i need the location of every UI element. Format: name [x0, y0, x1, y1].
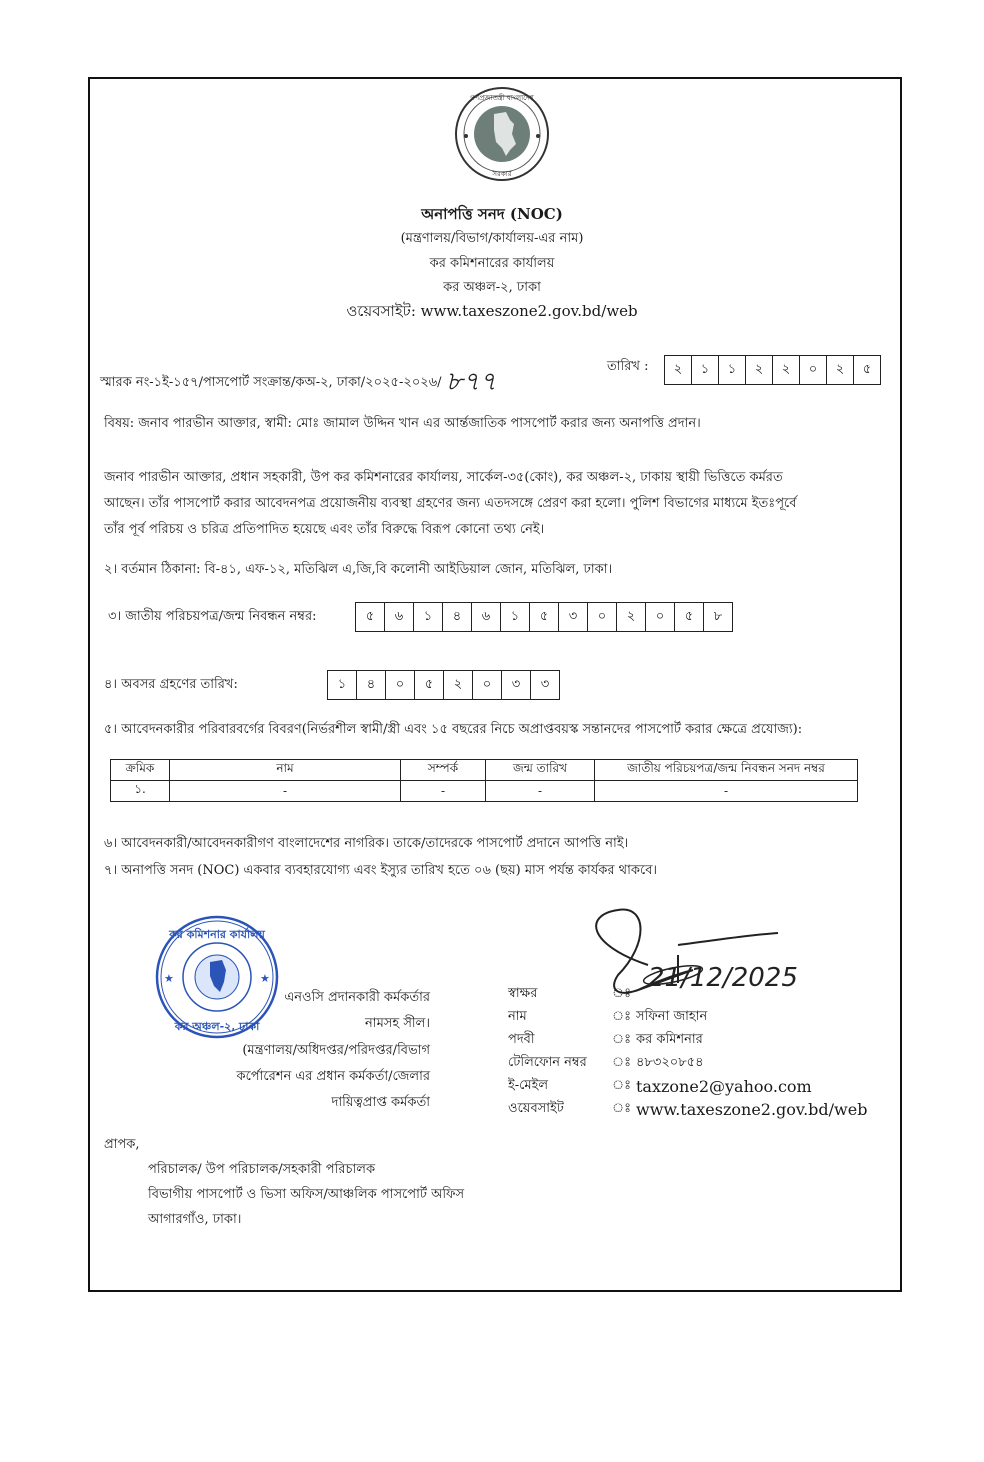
body-line: আছেন। তাঁর পাসপোর্ট করার আবেদনপত্র প্রয়োজনীয় ব্যবস্থা গ্রহণের জন্য এতদসঙ্গে প্রেরণ করা হলো। পুলিশ বিভাগের মাধ্যমে ইতঃপূর্বে	[104, 496, 797, 511]
retirement-date-digit: ৪	[357, 671, 386, 699]
citizenship-statement: ৬। আবেদনকারী/আবেদনকারীগণ বাংলাদেশের নাগরিক। তাকে/তাদেরকে পাসপোর্ট প্রদানে আপত্তি নাই।	[104, 836, 629, 851]
retirement-date-digit: ৩	[540, 677, 550, 692]
col-dob: জন্ম তারিখ	[486, 760, 595, 781]
seal-instructions	[250, 985, 430, 1037]
svg-text:গণপ্রজাতন্ত্রী বাংলাদেশ: গণপ্রজাতন্ত্রী বাংলাদেশ	[470, 94, 534, 102]
col-relation: সম্পর্ক	[401, 760, 486, 781]
nid-digit: ১	[501, 603, 530, 631]
retirement-date-boxes	[327, 670, 560, 700]
ministry-placeholder: (মন্ত্রণালয়/বিভাগ/কার্যালয়-এর নাম)	[400, 231, 584, 246]
signature-info-value: ৪৮৩২০৮৫৪	[636, 1055, 704, 1070]
cell-relation: -	[401, 781, 486, 802]
retirement-date-label: ৪। অবসর গ্রহণের তারিখ:	[104, 677, 238, 692]
signature-info-value[interactable]: www.taxeszone2.gov.bd/web	[636, 1100, 868, 1119]
memo-date-boxes	[664, 355, 881, 385]
seal-line: কর্পোরেশন এর প্রধান কর্মকর্তা/জেলার	[236, 1069, 430, 1084]
signature-info-label: টেলিফোন নম্বর	[508, 1055, 587, 1070]
memo-date-digit: ০	[800, 356, 827, 384]
nid-digit: ০	[588, 603, 617, 631]
memo-number	[100, 357, 496, 401]
recipient-address	[148, 1157, 464, 1232]
recipient-label: প্রাপক,	[104, 1137, 140, 1152]
signature-info-value: কর কমিশনার	[636, 1032, 703, 1047]
signature-info-colon: ঃ	[612, 1009, 632, 1024]
cell-dob: -	[486, 781, 595, 802]
svg-text:কর অঞ্চল-২, ঢাকা: কর অঞ্চল-২, ঢাকা	[174, 1020, 260, 1033]
signature-info-colon: ঃ	[612, 1032, 632, 1047]
svg-text:কর কমিশনার কার্যালয়: কর কমিশনার কার্যালয়	[169, 928, 265, 941]
retirement-date-digit: ২	[444, 671, 473, 699]
signature-info-colon: ঃ	[612, 1078, 632, 1093]
zone-name: কর অঞ্চল-২, ঢাকা	[443, 280, 541, 295]
signature-info-value: সফিনা জাহান	[636, 1009, 708, 1024]
nid-digit: ৪	[443, 603, 472, 631]
office-name: কর কমিশনারের কার্যালয়	[429, 256, 555, 271]
signature-info-row	[508, 983, 867, 1006]
government-emblem-icon	[448, 84, 556, 184]
recipient-line: আগারগাঁও, ঢাকা।	[148, 1212, 242, 1227]
signature-info-row	[508, 1052, 867, 1075]
cell-nid: -	[595, 781, 858, 802]
website-link[interactable]: www.taxeszone2.gov.bd/web	[420, 302, 638, 320]
header-website	[0, 300, 984, 325]
validity-statement: ৭। অনাপত্তি সনদ (NOC) একবার ব্যবহারযোগ্য এবং ইস্যুর তারিখ হতে ০৬ (ছয়) মাস পর্যন্ত কার্যকর থাকবে।	[104, 863, 658, 878]
signature-info-label: পদবী	[508, 1032, 535, 1047]
signature-info-label: ওয়েবসাইট	[508, 1101, 564, 1116]
nid-digit: ৫	[530, 603, 559, 631]
memo-date-label: তারিখ :	[607, 359, 649, 374]
retirement-date-digit: ১	[328, 671, 357, 699]
nid-digit: ৫	[356, 603, 385, 631]
signature-info-label: স্বাক্ষর	[508, 986, 538, 1001]
signature-info-label: ই-মেইল	[508, 1078, 549, 1093]
nid-digit: ২	[617, 603, 646, 631]
website-label: ওয়েবসাইট:	[346, 302, 416, 320]
subject-line: বিষয়: জনাব পারভীন আক্তার, স্বামী: মোঃ জামাল উদ্দিন খান এর আর্ন্তজাতিক পাসপোর্ট করার জন্য অনাপত্তি প্রদান।	[104, 416, 701, 431]
memo-date-digit: ২	[827, 356, 854, 384]
memo-handwritten-number: ৮৭৭	[445, 367, 497, 397]
signature-info-value[interactable]: taxzone2@yahoo.com	[636, 1077, 812, 1096]
family-details-heading: ৫। আবেদনকারীর পরিবারবর্গের বিবরণ(নির্ভরশীল স্বামী/স্ত্রী এবং ১৫ বছরের নিচে অপ্রাপ্তবয়স্ক সন্তানদের পাসপোর্ট করার ক্ষেত্রে প্রযোজ্য):	[104, 722, 803, 737]
family-table	[110, 759, 858, 802]
svg-text:★: ★	[260, 972, 270, 985]
retirement-date-digit: ০	[473, 671, 502, 699]
signature-info-row	[508, 1075, 867, 1098]
nid-digit: ৮	[713, 609, 723, 624]
signature-info-row	[508, 1006, 867, 1029]
cell-name: -	[170, 781, 401, 802]
signature-info-colon: ঃ	[612, 1055, 632, 1070]
memo-date-digit: ২	[665, 356, 692, 384]
signature-info	[508, 983, 867, 1121]
nid-digit: ০	[646, 603, 675, 631]
seal-line: (মন্ত্রণালয়/অধিদপ্তর/পরিদপ্তর/বিভাগ	[242, 1043, 430, 1058]
table-row	[111, 781, 858, 802]
memo-date-digit: ২	[773, 356, 800, 384]
nid-digit: ৬	[385, 603, 414, 631]
col-nid: জাতীয় পরিচয়পত্র/জন্ম নিবন্ধন সনদ নম্বর	[595, 760, 858, 781]
family-table-header	[111, 760, 858, 781]
signature-info-row	[508, 1029, 867, 1052]
signature-info-row	[508, 1098, 867, 1121]
memo-date-digit: ৫	[862, 362, 872, 377]
retirement-date-digit: ০	[386, 671, 415, 699]
memo-date-digit: ১	[692, 356, 719, 384]
seal-designation	[200, 1038, 430, 1116]
signature-info-colon: ঃ	[612, 1101, 632, 1116]
nid-digit: ১	[414, 603, 443, 631]
col-name: নাম	[170, 760, 401, 781]
body-paragraph	[104, 465, 896, 543]
memo-date-digit: ২	[746, 356, 773, 384]
current-address: ২। বর্তমান ঠিকানা: বি-৪১, এফ-১২, মতিঝিল এ,জি,বি কলোনী আইডিয়াল জোন, মতিঝিল, ঢাকা।	[104, 562, 613, 577]
body-line: তাঁর পূর্ব পরিচয় ও চরিত্র প্রতিপাদিত হয়েছে এবং তাঁর বিরুদ্ধে বিরূপ কোনো তথ্য নেই।	[104, 522, 545, 537]
nid-number-boxes	[355, 602, 733, 632]
signature-date: 21/12/2025	[648, 963, 798, 993]
seal-line: দায়িত্বপ্রাপ্ত কর্মকর্তা	[331, 1095, 430, 1110]
recipient-line: বিভাগীয় পাসপোর্ট ও ভিসা অফিস/আঞ্চলিক পাসপোর্ট অফিস	[148, 1187, 465, 1202]
document-title: অনাপত্তি সনদ (NOC)	[421, 205, 563, 223]
svg-text:সরকার: সরকার	[492, 170, 512, 178]
nid-digit: ৩	[559, 603, 588, 631]
nid-label: ৩। জাতীয় পরিচয়পত্র/জন্ম নিবন্ধন নম্বর:	[108, 609, 317, 624]
seal-line: নামসহ সীল।	[365, 1016, 430, 1031]
seal-line: এনওসি প্রদানকারী কর্মকর্তার	[284, 990, 430, 1005]
nid-digit: ৬	[472, 603, 501, 631]
memo-date-digit: ১	[719, 356, 746, 384]
retirement-date-digit: ৩	[502, 671, 531, 699]
signature-info-label: নাম	[508, 1009, 527, 1024]
recipient-line: পরিচালক/ উপ পরিচালক/সহকারী পরিচালক	[148, 1162, 376, 1177]
col-serial: ক্রমিক	[111, 760, 170, 781]
svg-text:★: ★	[164, 972, 174, 985]
memo-label: স্মারক নং-১ই-১৫৭/পাসপোর্ট সংক্রান্ত/কঅ-২, ঢাকা/২০২৫-২০২৬/	[100, 375, 442, 390]
body-line: জনাব পারভীন আক্তার, প্রধান সহকারী, উপ কর কমিশনারের কার্যালয়, সার্কেল-৩৫(কোং), কর অঞ্চল-২, ঢাকায় স্থায়ী ভিত্তিতে কর্মরত	[104, 470, 783, 485]
nid-digit: ৫	[675, 603, 704, 631]
cell-serial: ১.	[111, 781, 170, 802]
signature-info-colon: ঃ	[612, 986, 632, 1001]
retirement-date-digit: ৫	[415, 671, 444, 699]
